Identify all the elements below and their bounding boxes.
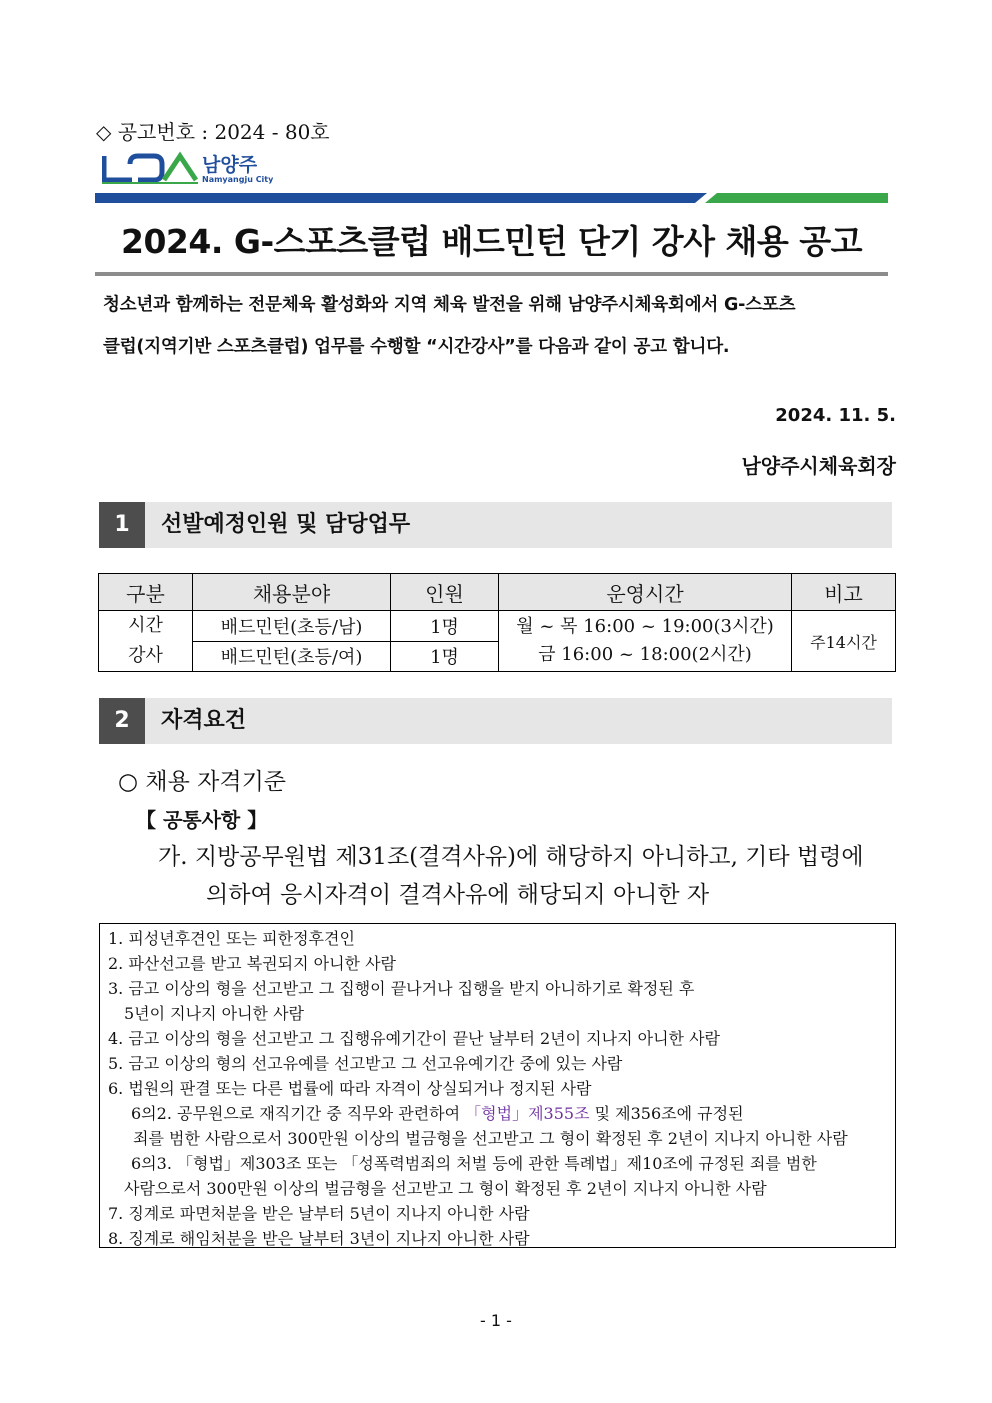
disqualification-item-cont: 죄를 범한 사람으로서 300만원 이상의 벌금형을 선고받고 그 형이 확정된 후 2년이 지나지 아니한 사람 [133, 1129, 848, 1148]
disqualification-item: 2. 파산선고를 받고 복권되지 아니한 사람 [108, 954, 396, 973]
requirement-ga-line-1: 가. 지방공무원법 제31조(결격사유)에 해당하지 아니하고, 기타 법령에 [158, 844, 864, 870]
hours-cell [499, 611, 792, 672]
table-header: 구분 [99, 574, 193, 611]
requirement-ga [158, 838, 898, 914]
logo-text-ko: 남양주 [202, 154, 258, 176]
intro-line-1: 청소년과 함께하는 전문체육 활성화와 지역 체육 발전을 위해 남양주시체육회에서 G-스포츠 [103, 295, 796, 315]
namyangju-logo [102, 150, 282, 190]
disqualification-item: 4. 금고 이상의 형을 선고받고 그 집행유예기간이 끝난 날부터 2년이 지나지 아니한 사람 [108, 1029, 720, 1048]
field-cell: 배드민턴(초등/여) [193, 641, 391, 672]
logo-mark-icon [102, 150, 200, 186]
section-1-header [99, 502, 892, 548]
section-2-header [99, 698, 892, 744]
page-number: - 1 - [480, 1311, 512, 1330]
disqualification-item [131, 1101, 744, 1124]
disqualification-item: 6. 법원의 판결 또는 다른 법률에 따라 자격이 상실되거나 정지된 사람 [108, 1079, 592, 1098]
note-cell: 주14시간 [792, 611, 896, 672]
intro-line-2: 클럽(지역기반 스포츠클럽) 업무를 수행할 “시간강사”를 다음과 같이 공고 합니다. [103, 337, 730, 357]
disqualification-item: 7. 징계로 파면처분을 받은 날부터 5년이 지나지 아니한 사람 [108, 1204, 530, 1223]
section-1-number: 1 [99, 502, 145, 548]
count-cell: 1명 [391, 611, 499, 642]
notice-date: 2024. 11. 5. [775, 405, 896, 426]
disqualification-item: 6의3. 「형법」제303조 또는 「성폭력범죄의 처벌 등에 관한 특례법」제10조에 규정된 죄를 범한 [131, 1154, 817, 1173]
disqualification-item-cont: 사람으로서 300만원 이상의 벌금형을 선고받고 그 형이 확정된 후 2년이 지나지 아니한 사람 [124, 1179, 767, 1198]
category-line-2: 강사 [128, 645, 163, 666]
disqualification-item: 3. 금고 이상의 형을 선고받고 그 집행이 끝나거나 집행을 받지 아니하기로 확정된 후 [108, 979, 695, 998]
criteria-heading: ○ 채용 자격기준 [118, 769, 286, 795]
hours-line-2: 금 16:00 ~ 18:00(2시간) [538, 644, 752, 665]
section-2-title: 자격요건 [161, 708, 247, 733]
table-header: 운영시간 [499, 574, 792, 611]
category-line-1: 시간 [128, 615, 163, 636]
count-cell: 1명 [391, 641, 499, 672]
item-6-2-text: 6의2. 공무원으로 재직기간 중 직무와 관련하여 [131, 1104, 466, 1123]
table-header: 비고 [792, 574, 896, 611]
table-header: 채용분야 [193, 574, 391, 611]
section-1-title: 선발예정인원 및 담당업무 [161, 512, 411, 537]
recruitment-table [98, 573, 896, 672]
header-color-bar [95, 193, 888, 203]
category-cell [99, 611, 193, 672]
table-row [99, 611, 896, 642]
issuing-organization: 남양주시체육회장 [741, 454, 896, 478]
disqualification-item: 8. 징계로 해임처분을 받은 날부터 3년이 지나지 아니한 사람 [108, 1229, 530, 1248]
hours-line-1: 월 ~ 목 16:00 ~ 19:00(3시간) [516, 616, 774, 637]
notice-number: ◇ 공고번호 : 2024 - 80호 [96, 120, 330, 144]
item-6-2-text-end: 및 제356조에 규정된 [589, 1104, 744, 1123]
requirement-ga-line-2: 의하여 응시자격이 결격사유에 해당되지 아니한 자 [206, 882, 710, 908]
disqualification-item: 5. 금고 이상의 형의 선고유예를 선고받고 그 선고유예기간 중에 있는 사람 [108, 1054, 623, 1073]
page-title: 2024. G-스포츠클럽 배드민턴 단기 강사 채용 공고 [120, 222, 863, 261]
section-2-number: 2 [99, 698, 145, 744]
field-cell: 배드민턴(초등/남) [193, 611, 391, 642]
intro-paragraph [103, 284, 893, 368]
title-divider [95, 272, 888, 276]
logo-text-en: Namyangju City [202, 175, 274, 184]
table-header-row [99, 574, 896, 611]
disqualification-item: 1. 피성년후견인 또는 피한정후견인 [108, 929, 355, 948]
table-header: 인원 [391, 574, 499, 611]
criminal-act-reference: 「형법」제355조 [465, 1104, 590, 1123]
disqualification-item-cont: 5년이 지나지 아니한 사람 [124, 1004, 304, 1023]
common-requirements-heading: 【 공통사항 】 [136, 808, 268, 832]
disqualification-box [99, 923, 896, 1248]
